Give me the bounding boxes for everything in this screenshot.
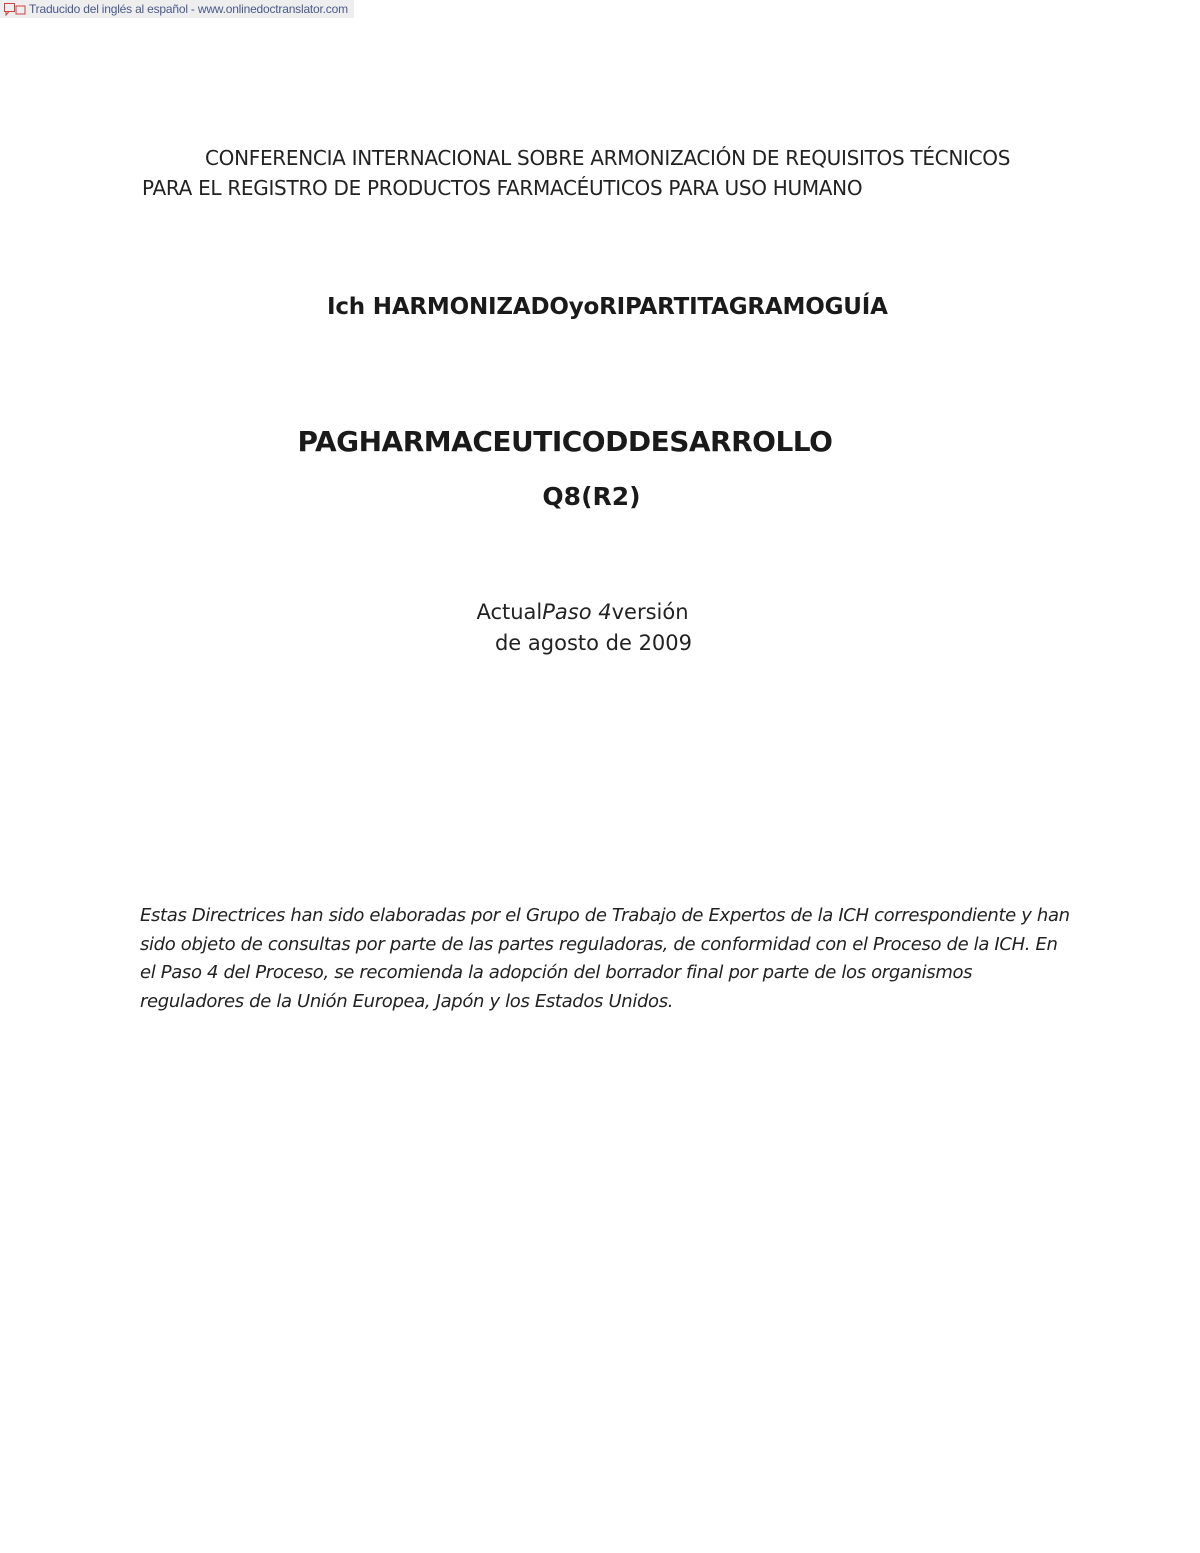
conference-title-line-1: CONFERENCIA INTERNACIONAL SOBRE ARMONIZACIÓN DE REQUISITOS TÉCNICOS xyxy=(205,146,1011,170)
document-title: PAGHARMACEUTICODDESARROLLO xyxy=(297,425,833,458)
disclaimer-paragraph: Estas Directrices han sido elaboradas por el Grupo de Trabajo de Expertos de la ICH correspondiente y han sido objeto de consultas por parte de las partes reguladoras, de conformidad con el Proceso de la ICH. En el Paso 4 del Proceso, se recomienda la adopción del borrador final por parte de los organismos reguladores de la Unión Europea, Japón y los Estados Unidos. xyxy=(140,905,1070,1012)
conference-title xyxy=(142,143,1102,203)
translator-banner[interactable] xyxy=(0,0,354,18)
version-date: de agosto de 2009 xyxy=(494,631,693,655)
conference-title-line-2: PARA EL REGISTRO DE PRODUCTOS FARMACÉUTICOS PARA USO HUMANO xyxy=(142,176,863,200)
version-prefix: Actual xyxy=(476,600,543,624)
guideline-type-heading: Ich HARMONIZADOyoRIPARTITAGRAMOGUÍA xyxy=(327,294,888,320)
version-block xyxy=(0,597,1165,659)
version-suffix: versión xyxy=(611,600,689,624)
translator-banner-text[interactable]: Traducido del inglés al español - www.onlinedoctranslator.com xyxy=(29,2,348,16)
translate-icon xyxy=(4,3,26,16)
document-code: Q8(R2) xyxy=(542,482,641,511)
version-line xyxy=(0,597,1165,628)
version-step: Paso 4 xyxy=(542,600,612,624)
